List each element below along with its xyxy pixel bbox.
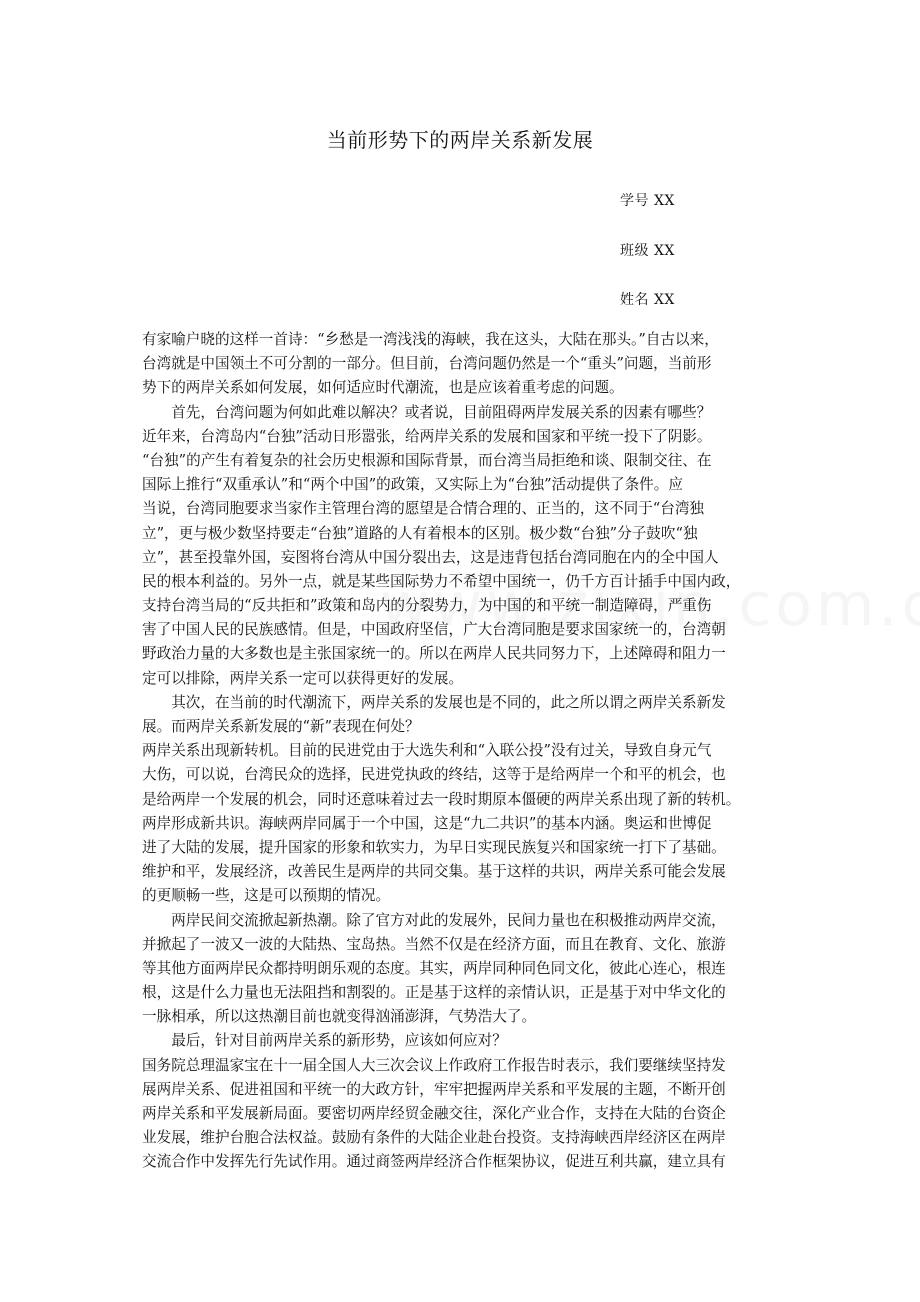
text-line: 两岸关系和平发展新局面。要密切两岸经贸金融交往，深化产业合作，支持在大陆的台资企 (142, 1105, 726, 1122)
text-line: 进了大陆的发展，提升国家的形象和软实力，为早日实现民族复兴和国家统一打下了基础。 (142, 838, 726, 856)
text-line: 势下的两岸关系如何发展，如何适应时代潮流，也是应该着重考虑的问题。 (142, 379, 624, 397)
text-line: 两岸形成新共识。海峡两岸同属于一个中国，这是“九二共识”的基本内涵。奥运和世博促 (142, 814, 712, 832)
text-line: 大伤，可以说，台湾民众的选择，民进党执政的终结，这等于是给两岸一个和平的机会，也 (142, 766, 726, 784)
text-line: 最后，针对目前两岸关系的新形势，应该如何应对？ (142, 1032, 507, 1050)
text-line: 两岸民间交流掀起新热潮。除了官方对此的发展外，民间力量也在积极推动两岸交流， (142, 911, 726, 929)
text-line: 展。而两岸关系新发展的“新”表现在何处？ (142, 718, 420, 735)
text-line: 国际上推行“双重承认”和“两个中国”的政策，又实际上为“台独”活动提供了条件。应 (142, 476, 683, 494)
text-line: 立”，更与极少数坚持要走“台独”道路的人有着根本的区别。极少数“台独”分子鼓吹“独 (142, 524, 698, 542)
text-line: 根，这是什么力量也无法阻挡和割裂的。正是基于这样的亲情认识，正是基于对中华文化的 (142, 984, 726, 1002)
text-line: 的更顺畅一些，这是可以预期的情况。 (142, 887, 391, 905)
text-line: 首先，台湾问题为何如此难以解决？或者说，目前阻碍两岸发展关系的因素有哪些？ (142, 403, 712, 421)
text-line: 野政治力量的大多数也是主张国家统一的。所以在两岸人民共同努力下，上述障碍和阻力一 (142, 645, 726, 663)
text-line: 展两岸关系、促进祖国和平统一的大政方针，牢牢把握两岸关系和平发展的主题，不断开创 (142, 1080, 726, 1098)
text-line: 国务院总理温家宝在十一届全国人大三次会议上作政府工作报告时表示，我们要继续坚持发 (142, 1056, 726, 1074)
text-line: “台独”的产生有着复杂的社会历史根源和国际背景，而台湾当局拒绝和谈、限制交往、在 (142, 451, 712, 469)
text-line: 立”，甚至投靠外国，妄图将台湾从中国分裂出去，这是违背包括台湾同胞在内的全中国人 (142, 548, 719, 566)
document-title: 当前形势下的两岸关系新发展 (326, 128, 594, 152)
text-line: 业发展，维护台胞合法权益。鼓励有条件的大陆企业赴台投资。支持海峡西岸经济区在两岸 (142, 1129, 726, 1147)
text-line: 民的根本利益的。另外一点，就是某些国际势力不希望中国统一，仍千方百计插手中国内政， (142, 572, 741, 590)
text-line: 支持台湾当局的“反共拒和”政策和岛内的分裂势力，为中国的和平统一制造障碍，严重伤 (142, 597, 712, 615)
document-body (142, 328, 794, 1175)
text-line: 定可以排除，两岸关系一定可以获得更好的发展。 (142, 669, 464, 687)
student-name: 姓名 XX (620, 292, 675, 308)
text-line: 当说，台湾同胞要求当家作主管理台湾的愿望是合情合理的、正当的，这不同于“台湾独 (142, 500, 705, 518)
class-info: 班级 XX (620, 243, 675, 259)
text-line: 台湾就是中国领土不可分割的一部分。但目前，台湾问题仍然是一个“重头”问题，当前形 (142, 355, 712, 373)
text-line: 是给两岸一个发展的机会，同时还意味着过去一段时期原本僵硬的两岸关系出现了新的转机。 (142, 790, 741, 808)
text-line: 近年来，台湾岛内“台独”活动日形嚣张，给两岸关系的发展和国家和平统一投下了阴影。 (142, 427, 712, 445)
text-line: 交流合作中发挥先行先试作用。通过商签两岸经济合作框架协议，促进互利共赢，建立具有 (142, 1153, 726, 1171)
text-line: 等其他方面两岸民众都持明朗乐观的态度。其实，两岸同种同色同文化，彼此心连心，根连 (142, 959, 726, 977)
text-line: 有家喻户晓的这样一首诗：“乡愁是一湾浅浅的海峡，我在这头，大陆在那头。”自古以来， (142, 331, 719, 348)
text-line: 其次，在当前的时代潮流下，两岸关系的发展也是不同的，此之所以谓之两岸关系新发 (142, 693, 726, 711)
text-line: 两岸关系出现新转机。目前的民进党由于大选失利和“入联公投”没有过关，导致自身元气 (142, 742, 712, 760)
text-line: 一脉相承，所以这热潮目前也就变得汹涌澎湃，气势浩大了。 (142, 1008, 537, 1026)
text-line: 害了中国人民的民族感情。但是，中国政府坚信，广大台湾同胞是要求国家统一的，台湾朝 (142, 621, 726, 639)
text-line: 维护和平，发展经济，改善民生是两岸的共同交集。基于这样的共识，两岸关系可能会发展 (142, 863, 726, 881)
text-line: 并掀起了一波又一波的大陆热、宝岛热。当然不仅是在经济方面，而且在教育、文化、旅游 (142, 935, 726, 953)
student-id: 学号 XX (620, 193, 675, 209)
